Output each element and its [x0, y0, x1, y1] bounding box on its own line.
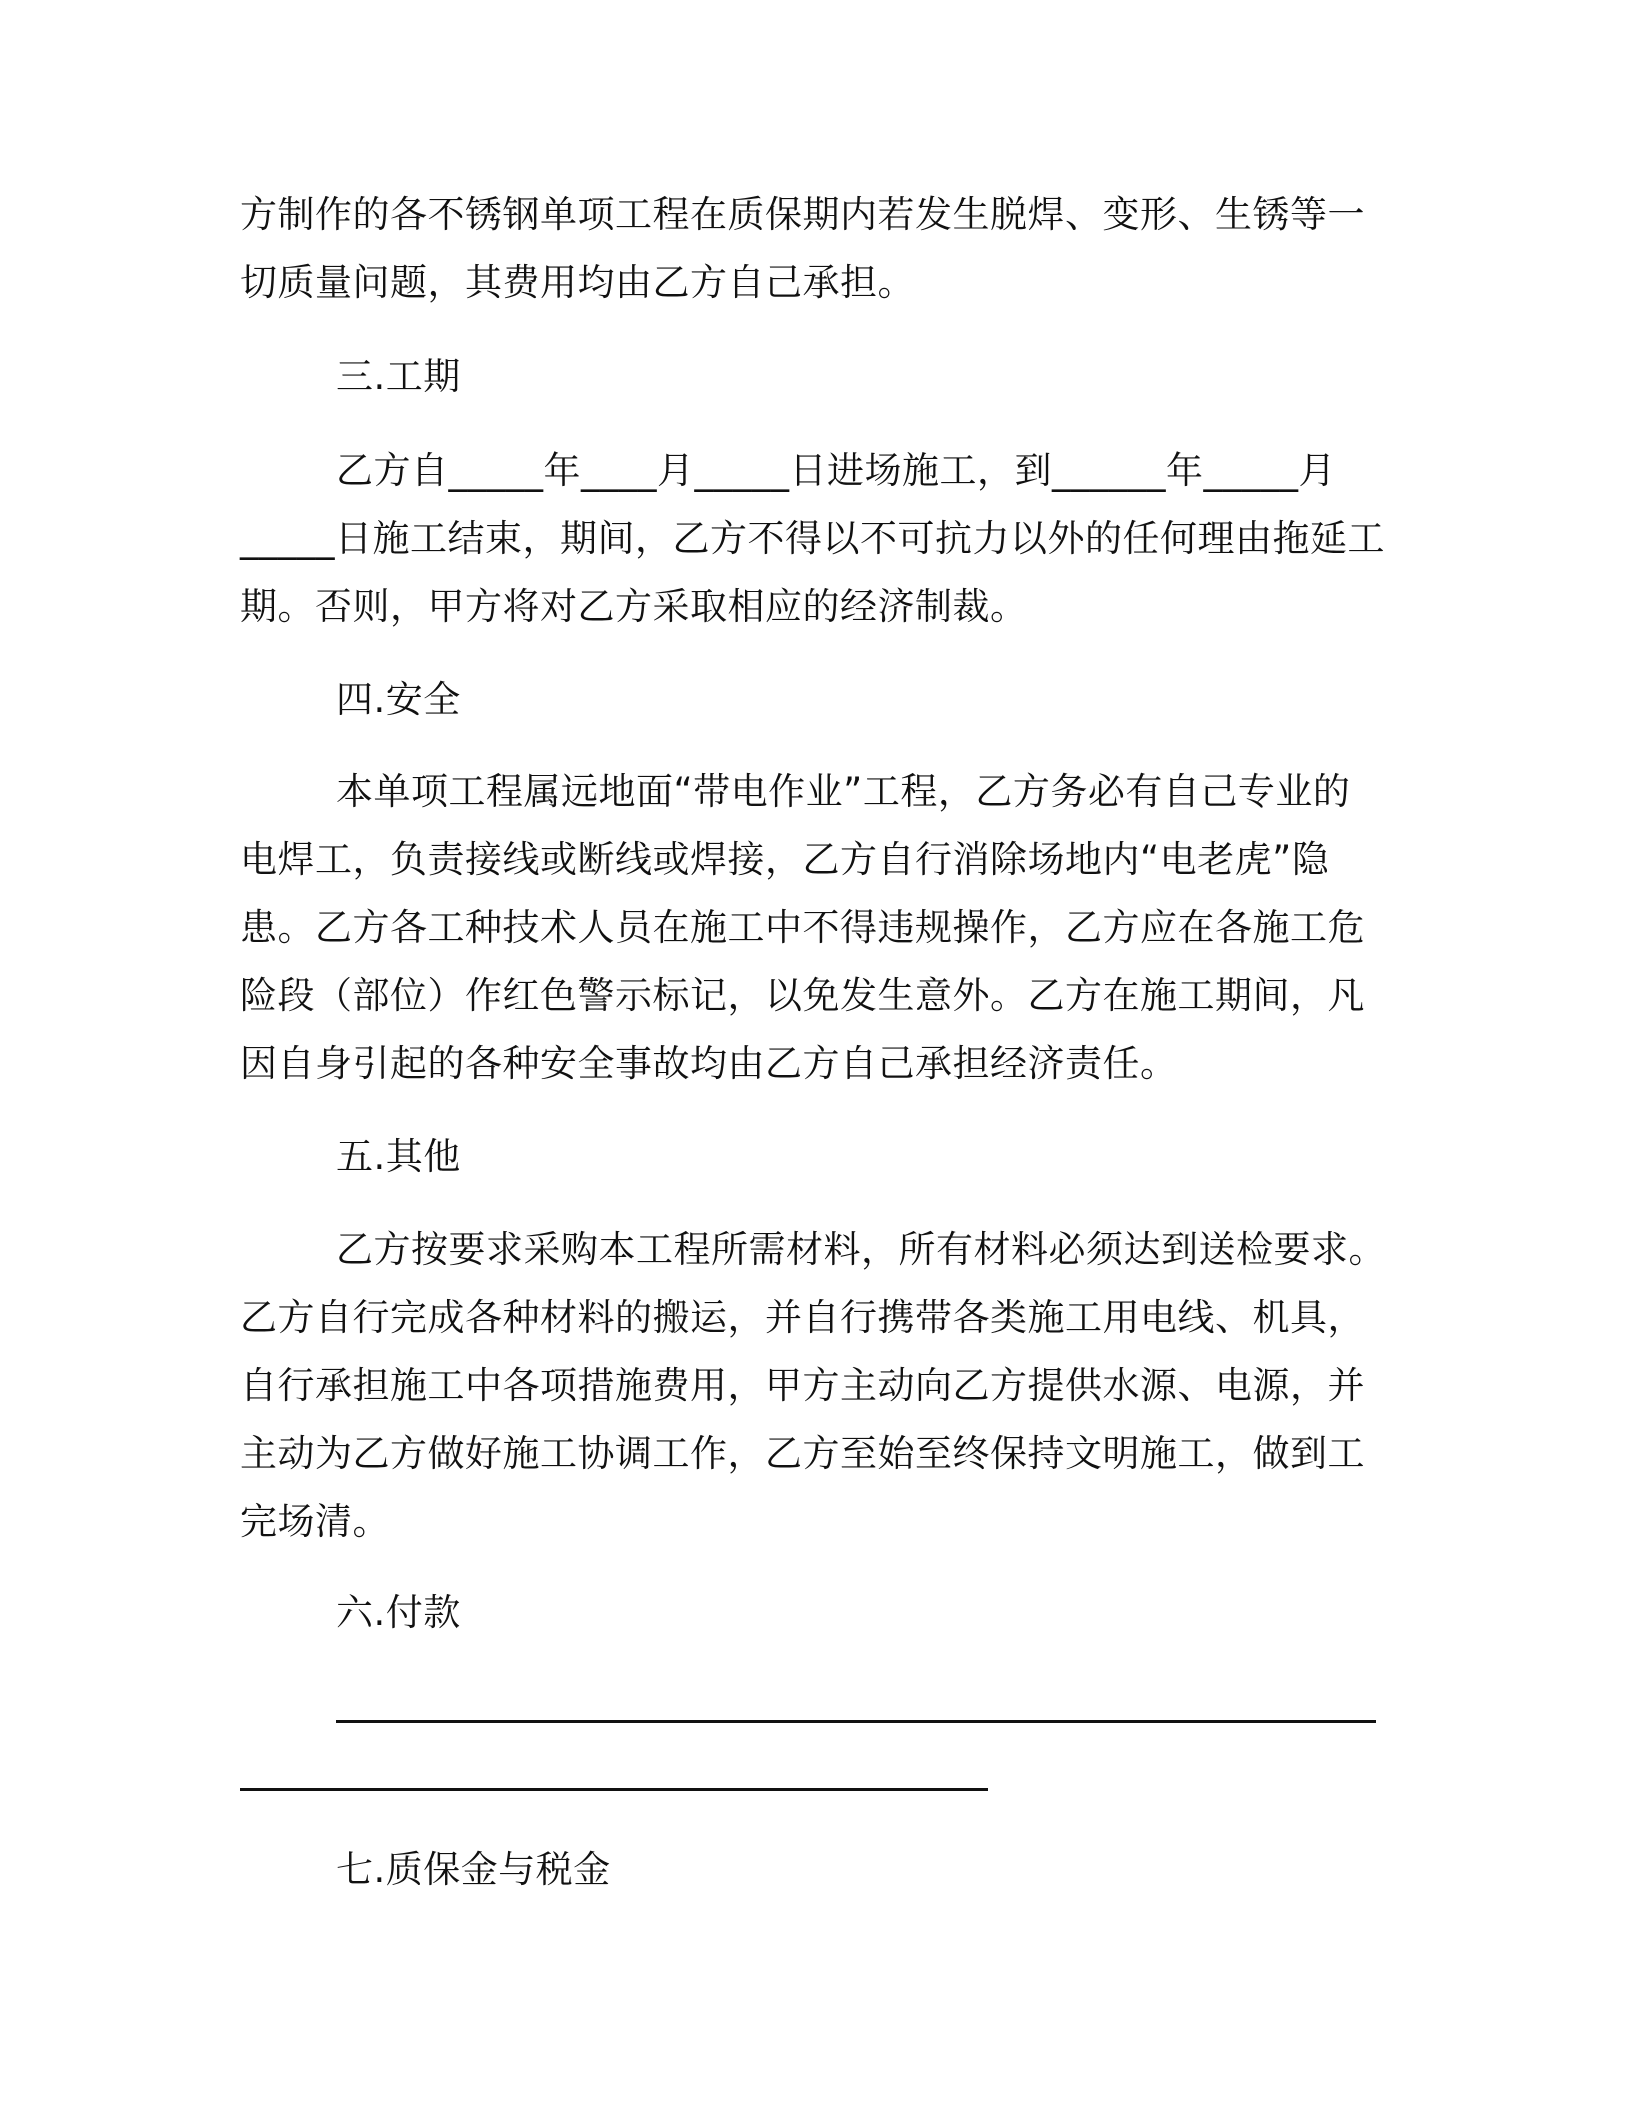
section-heading-schedule: 三.工期: [336, 355, 461, 398]
safety-line-1: 本单项工程属远地面“带电作业”工程，乙方务必有自己专业的: [336, 770, 1351, 813]
payment-blank-line-2: [240, 1788, 988, 1791]
warranty-line-1: 方制作的各不锈钢单项工程在质保期内若发生脱焊、变形、生锈等一: [240, 193, 1365, 236]
schedule-line-1: 乙方自_____年____月_____日进场施工，到______年_____月: [336, 449, 1336, 492]
safety-line-4: 险段（部位）作红色警示标记，以免发生意外。乙方在施工期间，凡: [240, 974, 1365, 1017]
other-line-3: 自行承担施工中各项措施费用，甲方主动向乙方提供水源、电源，并: [240, 1364, 1365, 1407]
payment-blank-line-1: [336, 1720, 1376, 1723]
section-heading-safety: 四.安全: [336, 678, 461, 721]
schedule-line-3: 期。否则，甲方将对乙方采取相应的经济制裁。: [240, 585, 1028, 628]
schedule-line-2: _____日施工结束，期间，乙方不得以不可抗力以外的任何理由拖延工: [240, 517, 1385, 560]
other-line-4: 主动为乙方做好施工协调工作，乙方至始至终保持文明施工，做到工: [240, 1432, 1365, 1475]
safety-line-3: 患。乙方各工种技术人员在施工中不得违规操作，乙方应在各施工危: [240, 906, 1365, 949]
section-heading-payment: 六.付款: [336, 1591, 461, 1634]
section-heading-warranty-tax: 七.质保金与税金: [336, 1848, 611, 1891]
other-line-1: 乙方按要求采购本工程所需材料，所有材料必须达到送检要求。: [336, 1228, 1386, 1271]
other-line-5: 完场清。: [240, 1500, 390, 1543]
safety-line-5: 因自身引起的各种安全事故均由乙方自己承担经济责任。: [240, 1042, 1178, 1085]
safety-line-2: 电焊工，负责接线或断线或焊接，乙方自行消除场地内“电老虎”隐: [240, 838, 1330, 881]
section-heading-other: 五.其他: [336, 1135, 461, 1178]
other-line-2: 乙方自行完成各种材料的搬运，并自行携带各类施工用电线、机具，: [240, 1296, 1365, 1339]
warranty-line-2: 切质量问题，其费用均由乙方自己承担。: [240, 261, 915, 304]
